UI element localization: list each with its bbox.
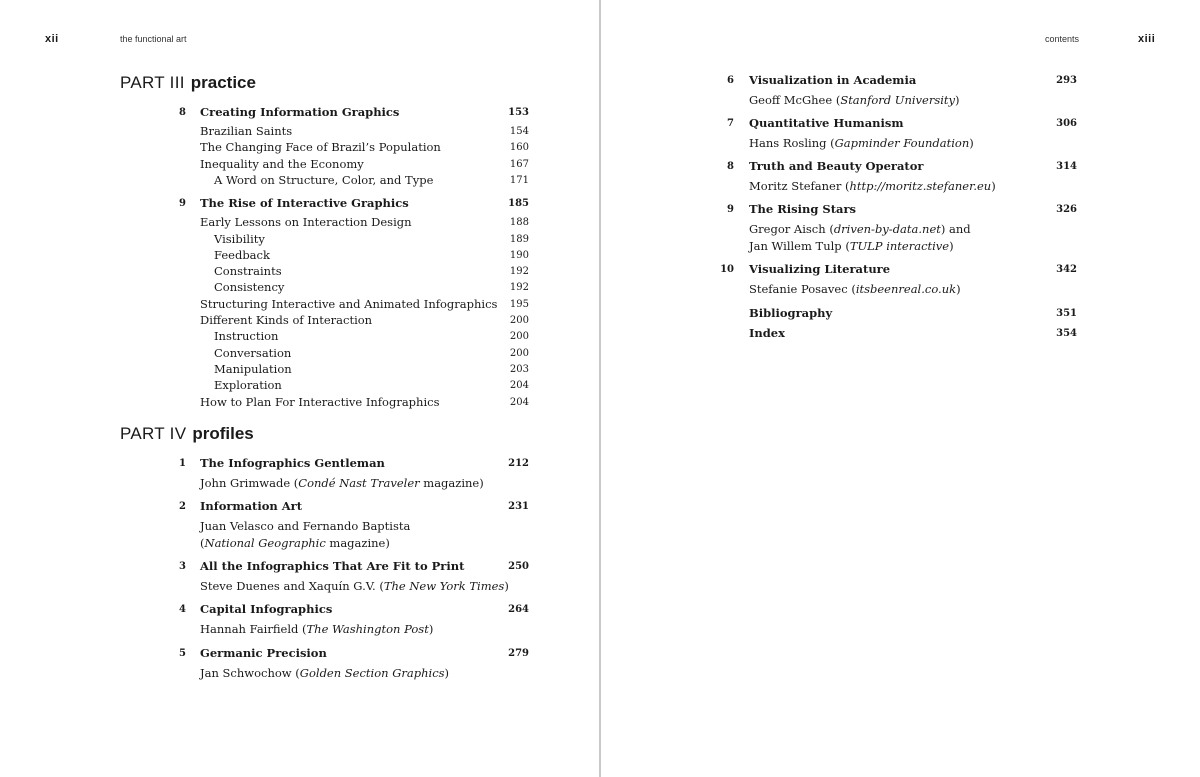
left-running-head: the functional art bbox=[120, 34, 187, 44]
chapter-title: Visualizing Literature bbox=[749, 262, 891, 276]
toc-entry: Instruction bbox=[214, 329, 279, 344]
toc-entry: Structuring Interactive and Animated Infographics bbox=[200, 296, 498, 311]
chapter-page: 326 bbox=[1056, 204, 1077, 215]
author-text: Jan Willem Tulp ( bbox=[749, 239, 850, 253]
toc-entry-page: 154 bbox=[509, 126, 529, 137]
right-page bbox=[601, 0, 1200, 777]
toc-entry-page: 204 bbox=[509, 396, 529, 408]
author-text: Juan Velasco and Fernando Baptista bbox=[200, 519, 411, 533]
author-affiliation: National Geographic bbox=[204, 536, 326, 550]
chapter-number: 4 bbox=[179, 604, 186, 615]
chapter-page: 250 bbox=[508, 561, 529, 572]
part3-label: PART III bbox=[120, 73, 185, 92]
chapter-number: 9 bbox=[727, 204, 734, 215]
author-text-end: ) bbox=[444, 666, 450, 680]
author-affiliation: TULP interactive bbox=[849, 239, 950, 253]
back-matter-page: 354 bbox=[1056, 328, 1077, 339]
author-affiliation: driven-by-data.net bbox=[833, 222, 941, 236]
chapter-title: The Rising Stars bbox=[749, 202, 857, 216]
chapter-author bbox=[200, 519, 410, 533]
chapter-number: 5 bbox=[179, 648, 186, 659]
author-affiliation: The Washington Post bbox=[306, 622, 429, 636]
chapter-page: 264 bbox=[508, 604, 529, 615]
toc-entry: Visibility bbox=[214, 231, 265, 246]
toc-entry-page: 192 bbox=[509, 266, 529, 278]
toc-entry: How to Plan For Interactive Infographics bbox=[200, 394, 440, 409]
part4-label: PART IV bbox=[120, 424, 187, 443]
author-text-end: ) bbox=[428, 622, 434, 636]
toc-entry-page: 160 bbox=[509, 142, 529, 154]
right-running-head: contents bbox=[1045, 34, 1080, 44]
chapter-title: Visualization in Academia bbox=[749, 73, 917, 87]
chapter-page: 231 bbox=[508, 501, 529, 512]
chapter-author bbox=[749, 239, 954, 253]
chapter-author bbox=[749, 93, 960, 107]
chapter-author bbox=[200, 579, 509, 593]
toc-entry-page: 192 bbox=[509, 282, 529, 294]
toc-entry-page: 203 bbox=[509, 363, 529, 375]
toc-entry: A Word on Structure, Color, and Type bbox=[214, 172, 434, 187]
author-text: Geoff McGhee ( bbox=[749, 93, 841, 107]
chapter-number: 2 bbox=[179, 501, 186, 512]
chapter-number: 10 bbox=[720, 264, 734, 275]
toc-entry-page: 200 bbox=[509, 315, 529, 326]
back-matter-page: 351 bbox=[1056, 308, 1077, 319]
author-text-end: ) bbox=[969, 136, 974, 150]
chapter-title: All the Infographics That Are Fit to Print bbox=[200, 559, 465, 573]
toc-entry-page: 200 bbox=[509, 347, 529, 359]
author-text: Hannah Fairfield ( bbox=[200, 622, 307, 636]
toc-entry-page: 190 bbox=[509, 249, 529, 261]
toc-entry: Brazilian Saints bbox=[200, 124, 293, 138]
author-text: Jan Schwochow ( bbox=[200, 666, 300, 680]
author-text-end: ) bbox=[504, 579, 509, 593]
author-affiliation: http://moritz.stefaner.eu bbox=[849, 179, 992, 193]
right-folio: xiii bbox=[1138, 33, 1156, 45]
chapter-title: Quantitative Humanism bbox=[749, 116, 904, 130]
toc-entry: Conversation bbox=[214, 345, 292, 360]
part3-name: practice bbox=[190, 73, 256, 92]
toc-entry: Consistency bbox=[214, 280, 285, 295]
chapter-page: 153 bbox=[508, 107, 529, 118]
author-text-end: ) bbox=[991, 179, 996, 193]
chapter-page: 293 bbox=[1056, 75, 1077, 86]
chapter-number: 8 bbox=[727, 161, 734, 172]
toc-entry-page: 195 bbox=[509, 298, 529, 310]
author-text-end: magazine) bbox=[419, 476, 484, 490]
chapter-author bbox=[749, 222, 971, 236]
chapter-page: 342 bbox=[1056, 264, 1077, 275]
author-affiliation: Condé Nast Traveler bbox=[298, 476, 420, 490]
author-text: Stefanie Posavec ( bbox=[749, 282, 856, 296]
toc-entry-page: 167 bbox=[509, 158, 529, 170]
author-text-end: ) bbox=[956, 282, 961, 296]
author-text: John Grimwade ( bbox=[200, 476, 299, 490]
toc-entry-page: 189 bbox=[509, 233, 529, 245]
chapter-author bbox=[200, 666, 449, 680]
back-matter-title: Index bbox=[749, 326, 785, 340]
toc-entry: Inequality and the Economy bbox=[200, 156, 364, 171]
chapter-number: 9 bbox=[179, 198, 186, 210]
chapter-page: 306 bbox=[1056, 118, 1077, 129]
chapter-title: Germanic Precision bbox=[200, 646, 327, 660]
chapter-author bbox=[749, 282, 961, 296]
chapter-title: Truth and Beauty Operator bbox=[749, 159, 924, 173]
chapter-number: 3 bbox=[179, 561, 186, 572]
toc-entry: Different Kinds of Interaction bbox=[200, 313, 373, 327]
chapter-number: 1 bbox=[179, 458, 186, 469]
toc-entry: The Changing Face of Brazil’s Population bbox=[200, 140, 441, 155]
chapter-page: 185 bbox=[508, 198, 529, 210]
chapter-title: Creating Information Graphics bbox=[200, 105, 400, 119]
author-text: Steve Duenes and Xaquín G.V. ( bbox=[200, 579, 384, 593]
part4-heading bbox=[120, 424, 254, 444]
toc-entry-page: 204 bbox=[509, 380, 529, 392]
toc-entry-page: 200 bbox=[509, 331, 529, 343]
toc-entry-page: 171 bbox=[509, 174, 529, 186]
part4-name: profiles bbox=[192, 424, 254, 443]
chapter-author bbox=[200, 536, 390, 550]
toc-entry: Exploration bbox=[214, 378, 282, 393]
left-folio: xii bbox=[45, 33, 59, 45]
toc-entry: Manipulation bbox=[214, 361, 292, 376]
chapter-title: The Infographics Gentleman bbox=[200, 456, 385, 470]
author-text-end: ) and bbox=[940, 222, 971, 236]
toc-entry: Feedback bbox=[214, 247, 270, 262]
author-text-end: ) bbox=[955, 93, 960, 107]
author-affiliation: Golden Section Graphics bbox=[299, 666, 445, 680]
author-affiliation: Stanford University bbox=[840, 93, 956, 107]
toc-entry-page: 188 bbox=[509, 217, 529, 229]
author-text-end: magazine) bbox=[325, 536, 390, 550]
chapter-author bbox=[749, 136, 974, 150]
back-matter-title: Bibliography bbox=[749, 306, 833, 320]
chapter-title: Capital Infographics bbox=[200, 602, 333, 616]
chapter-author bbox=[749, 179, 996, 193]
chapter-title: The Rise of Interactive Graphics bbox=[200, 196, 409, 211]
toc-entry: Early Lessons on Interaction Design bbox=[200, 215, 412, 230]
chapter-author bbox=[200, 476, 484, 490]
chapter-page: 314 bbox=[1056, 161, 1077, 172]
chapter-title: Information Art bbox=[200, 499, 303, 513]
part3-heading bbox=[120, 73, 256, 93]
toc-entry: Constraints bbox=[214, 264, 282, 279]
author-text: ( bbox=[200, 536, 205, 550]
author-affiliation: The New York Times bbox=[383, 579, 505, 593]
author-text: Hans Rosling ( bbox=[749, 136, 835, 150]
author-affiliation: itsbeenreal.co.uk bbox=[855, 282, 957, 296]
chapter-number: 8 bbox=[179, 107, 186, 118]
chapter-number: 7 bbox=[727, 118, 734, 129]
chapter-page: 279 bbox=[508, 648, 529, 659]
chapter-page: 212 bbox=[508, 458, 529, 469]
author-text: Gregor Aisch ( bbox=[749, 222, 834, 236]
chapter-author bbox=[200, 622, 433, 636]
chapter-number: 6 bbox=[727, 75, 734, 86]
author-affiliation: Gapminder Foundation bbox=[834, 136, 970, 150]
author-text: Moritz Stefaner ( bbox=[749, 179, 850, 193]
author-text-end: ) bbox=[949, 239, 954, 253]
